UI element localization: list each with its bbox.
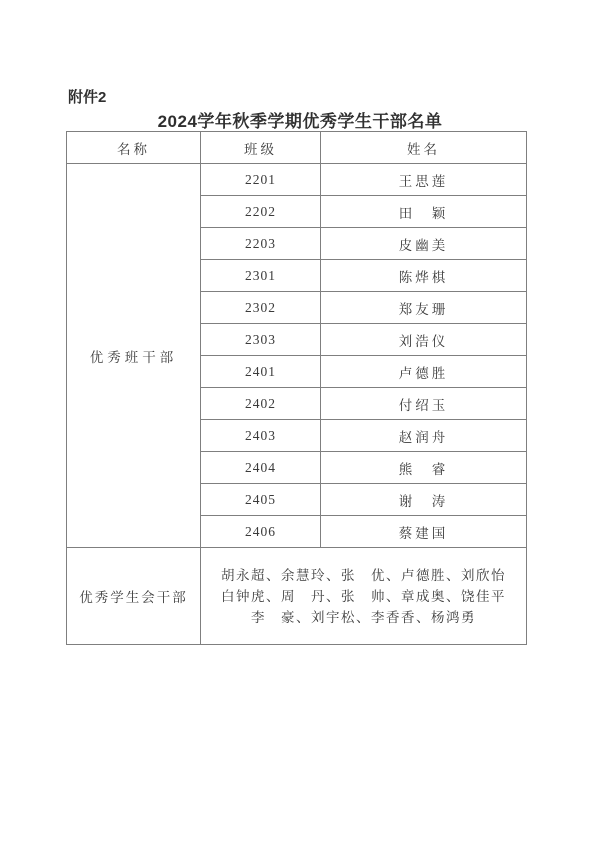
union-names-line: 李 豪、刘宇松、李香香、杨鸿勇 [251, 609, 476, 625]
class-cell: 2201 [201, 164, 321, 196]
attachment-label: 附件2 [68, 89, 107, 106]
union-cadres-row [67, 548, 527, 645]
column-header-class: 班级 [201, 132, 321, 164]
name-cell: 陈烨棋 [321, 260, 527, 292]
page-title: 2024学年秋季学期优秀学生干部名单 [157, 112, 443, 131]
union-names-cell [201, 548, 527, 645]
class-cell: 2406 [201, 516, 321, 548]
union-names-line: 白钟虎、周 丹、张 帅、章成奥、饶佳平 [221, 588, 506, 604]
class-cell: 2403 [201, 420, 321, 452]
name-cell: 王思莲 [321, 164, 527, 196]
table-header-row [67, 132, 527, 164]
name-cell: 郑友珊 [321, 292, 527, 324]
class-cell: 2203 [201, 228, 321, 260]
name-cell: 蔡建国 [321, 516, 527, 548]
column-header-name: 姓名 [321, 132, 527, 164]
name-cell: 田 颖 [321, 196, 527, 228]
class-cell: 2405 [201, 484, 321, 516]
name-cell: 刘浩仪 [321, 324, 527, 356]
union-names-line: 胡永超、余慧玲、张 优、卢德胜、刘欣怡 [221, 567, 506, 583]
class-cell: 2301 [201, 260, 321, 292]
class-cell: 2404 [201, 452, 321, 484]
group-label-class-cadres: 优秀班干部 [67, 164, 201, 548]
class-cell: 2402 [201, 388, 321, 420]
name-cell: 付绍玉 [321, 388, 527, 420]
group-label-union-cadres: 优秀学生会干部 [67, 548, 201, 645]
name-cell: 熊 睿 [321, 452, 527, 484]
class-cell: 2401 [201, 356, 321, 388]
class-cell: 2202 [201, 196, 321, 228]
name-cell: 卢德胜 [321, 356, 527, 388]
name-cell: 赵润舟 [321, 420, 527, 452]
name-cell: 皮幽美 [321, 228, 527, 260]
cadre-table [66, 131, 527, 645]
column-header-category: 名称 [67, 132, 201, 164]
name-cell: 谢 涛 [321, 484, 527, 516]
table-row [67, 164, 527, 196]
class-cell: 2302 [201, 292, 321, 324]
class-cell: 2303 [201, 324, 321, 356]
